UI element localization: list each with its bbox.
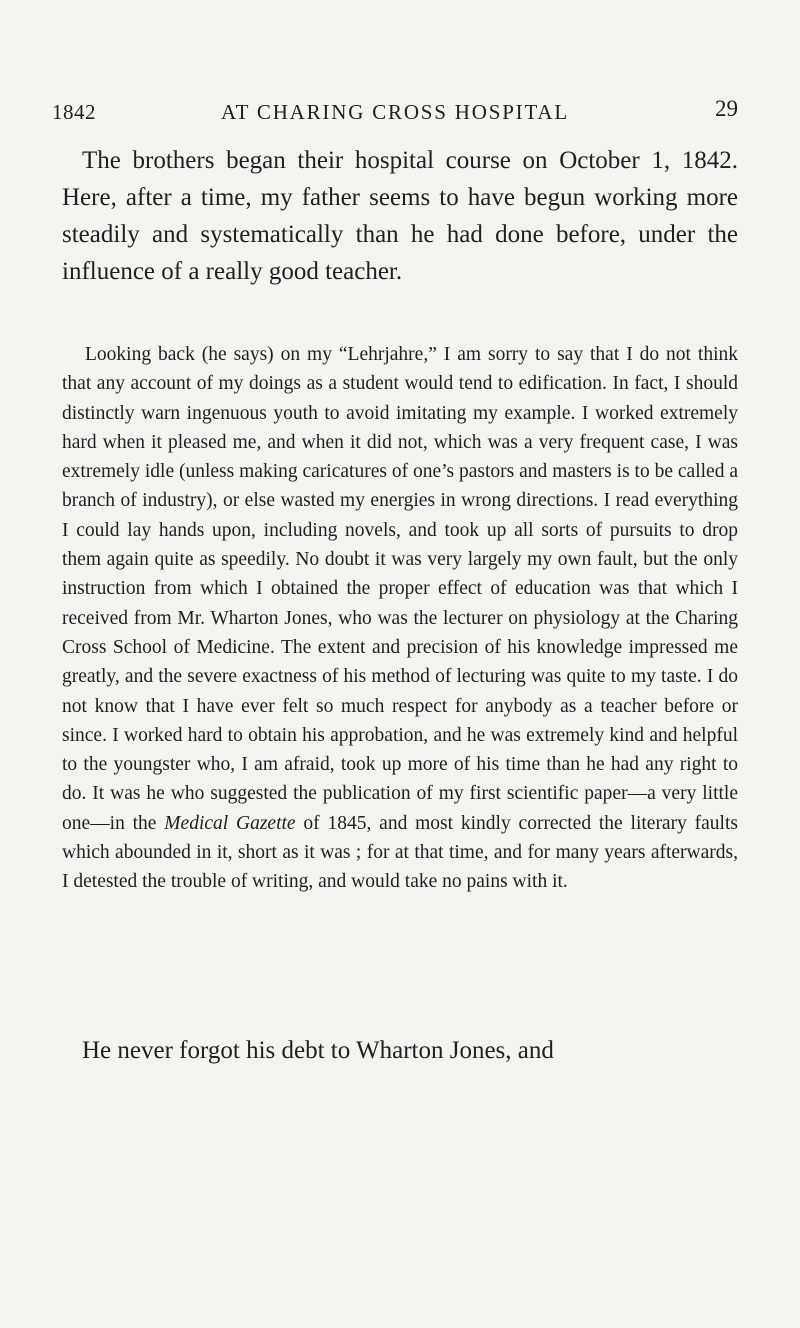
lead-text: The brothers began their hospital course on October 1, 1842. Here, after a time, my father seems to have begun working more steadily and systematically than he had done before, under the influence of a really good teacher. xyxy=(62,147,738,285)
quote-text-part2: of 1845, and most kindly corrected the literary faults which abounded in it, short as it was ; for at that time, and for many years afterwards, I detested the trouble of writing, and would take no pains with it. xyxy=(62,812,738,893)
header-year: 1842 xyxy=(52,100,96,124)
quote-text-part1: Looking back (he says) on my “Lehrjahre,” I am sorry to say that I do not think that any account of my doings as a student would tend to edification. In fact, I should distinctly warn ingenuous youth to avoid imitating my example. I worked extremely hard when it pleased me, and when it did not, which was a very frequent case, I was extremely idle (unless making caricatures of one’s pastors and masters is to be called a branch of industry), or else wasted my energies in wrong directions. I read everything I could lay hands upon, including novels, and took up all sorts of pursuits to drop them again quite as speedily. No doubt it was very largely my own fault, but the only instruction from which I obtained the proper effect of education was that which I received from Mr. Wharton Jones, who was the lecturer on physiology at the Charing Cross School of Medicine. The extent and precision of his knowledge impressed me greatly, and the severe exactness of his method of lecturing was quite to my taste. I do not know that I have ever felt so much respect for anybody as a teacher before or since. I worked hard to obtain his approbation, and he was extremely kind and helpful to the youngster who, I am afraid, took up more of his time than he had any right to do. It was he who suggested the publication of my first scientific paper—a very little one—in the xyxy=(62,344,738,834)
running-header xyxy=(52,96,738,134)
running-title: AT CHARING CROSS HOSPITAL xyxy=(220,100,570,124)
page-number: 29 xyxy=(715,96,738,121)
quoted-paragraph xyxy=(62,340,738,897)
closing-line: He never forgot his debt to Wharton Jones, and xyxy=(82,1037,554,1064)
lead-paragraph xyxy=(62,142,738,290)
journal-title: Medical Gazette xyxy=(164,812,296,834)
